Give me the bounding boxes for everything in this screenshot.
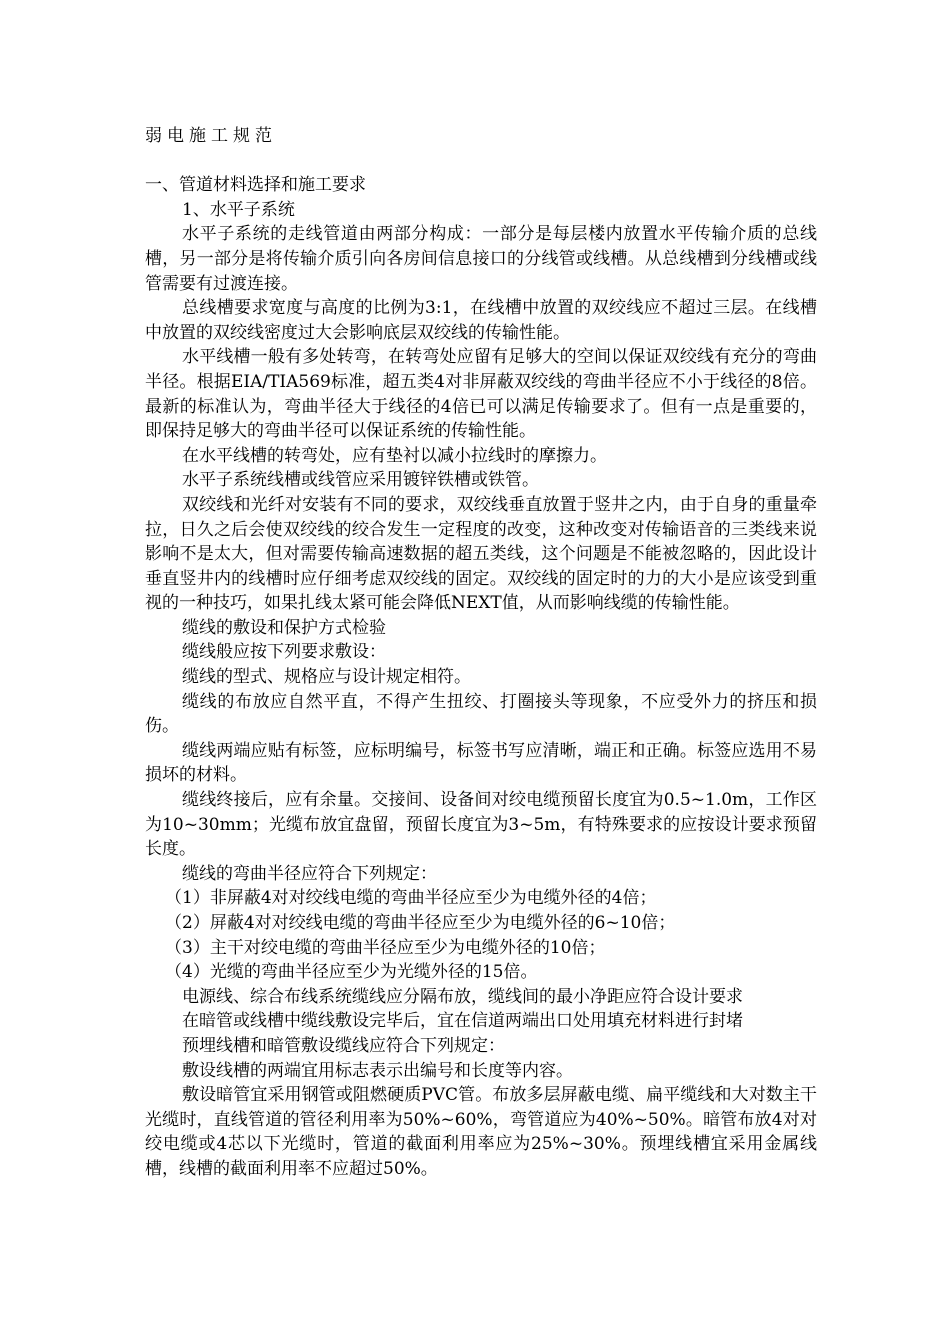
paragraph: 总线槽要求宽度与高度的比例为3:1，在线槽中放置的双绞线应不超过三层。在线槽中放置的双绞线密度过大会影响底层双绞线的传输性能。	[145, 298, 817, 343]
paragraph: 双绞线和光纤对安装有不同的要求，双绞线垂直放置于竖井之内，由于自身的重量牵拉，日久之后会使双绞线的绞合发生一定程度的改变，这种改变对传输语音的三类线来说影响不是太大，但对需要传输高速数据的超五类线，这个问题是不能被忽略的，因此设计垂直竖井内的线槽时应仔细考虑双绞线的固定。双绞线的固定时的力的大小是应该受到重视的一种技巧，如果扎线太紧可能会降低NEXT值，从而影响线缆的传输性能。	[145, 494, 817, 614]
paragraph: 水平子系统线槽或线管应采用镀锌铁槽或铁管。	[182, 470, 539, 491]
paragraph: 缆线的布放应自然平直，不得产生扭绞、打圈接头等现象，不应受外力的挤压和损伤。	[145, 691, 817, 737]
paragraph: 缆线的敷设和保护方式检验	[182, 617, 386, 638]
paragraph: 水平子系统的走线管道由两部分构成：一部分是每层楼内放置水平传输介质的总线槽，另一部分是将传输介质引向各房间信息接口的分线管或线槽。从总线槽到分线槽或线管需要有过渡连接。	[145, 224, 817, 294]
paragraph: 敷设暗管宜采用钢管或阻燃硬质PVC管。布放多层屏蔽电缆、扁平缆线和大对数主干光缆时，直线管道的管径利用率为50%~60%，弯管道应为40%~50%。暗管布放4对对绞电缆或4芯以下光缆时，管道的截面利用率应为25%~30%。预埋线槽宜采用金属线槽，线槽的截面利用率不应超过50%。	[145, 1085, 817, 1179]
paragraph: 缆线两端应贴有标签，应标明编号，标签书写应清晰，端正和正确。标签应选用不易损坏的材料。	[145, 740, 817, 786]
subsection-heading: 1、水平子系统	[182, 199, 295, 220]
paragraph: 电源线、综合布线系统缆线应分隔布放，缆线间的最小净距应符合设计要求	[182, 986, 743, 1007]
list-item: （4）光缆的弯曲半径应至少为光缆外径的15倍。	[165, 962, 538, 983]
list-item: （2）屏蔽4对对绞线电缆的弯曲半径应至少为电缆外径的6~10倍；	[165, 913, 676, 933]
paragraph: 缆线的弯曲半径应符合下列规定：	[182, 863, 437, 884]
section-heading: 一、管道材料选择和施工要求	[145, 175, 366, 196]
paragraph: 在水平线槽的转弯处，应有垫衬以减小拉线时的摩擦力。	[182, 445, 607, 466]
document-title: 弱电施工规范	[145, 126, 277, 146]
paragraph: 水平线槽一般有多处转弯，在转弯处应留有足够大的空间以保证双绞线有充分的弯曲半径。根据EIA/TIA569标准，超五类4对非屏蔽双绞线的弯曲半径应不小于线径的8倍。最新的标准认为，弯曲半径大于线径的4倍已可以满足传输要求了。但有一点是重要的，即保持足够大的弯曲半径可以保证系统的传输性能。	[145, 347, 817, 442]
blank-line	[145, 149, 817, 174]
paragraph: 缆线般应按下列要求敷设：	[182, 642, 386, 663]
paragraph: 缆线终接后，应有余量。交接间、设备间对绞电缆预留长度宜为0.5~1.0m，工作区为10~30mm；光缆布放宜盘留，预留长度宜为3~5m，有特殊要求的应按设计要求预留长度。	[145, 790, 817, 860]
paragraph: 缆线的型式、规格应与设计规定相符。	[182, 667, 471, 688]
paragraph: 在暗管或线槽中缆线敷设完毕后，宜在信道两端出口处用填充材料进行封堵	[182, 1011, 743, 1032]
paragraph: 预埋线槽和暗管敷设缆线应符合下列规定：	[182, 1035, 505, 1056]
paragraph: 敷设线槽的两端宜用标志表示出编号和长度等内容。	[182, 1060, 573, 1081]
list-item: （1）非屏蔽4对对绞线电缆的弯曲半径应至少为电缆外径的4倍；	[165, 888, 657, 909]
list-item: （3）主干对绞电缆的弯曲半径应至少为电缆外径的10倍；	[165, 937, 606, 958]
document-page	[145, 124, 817, 1182]
